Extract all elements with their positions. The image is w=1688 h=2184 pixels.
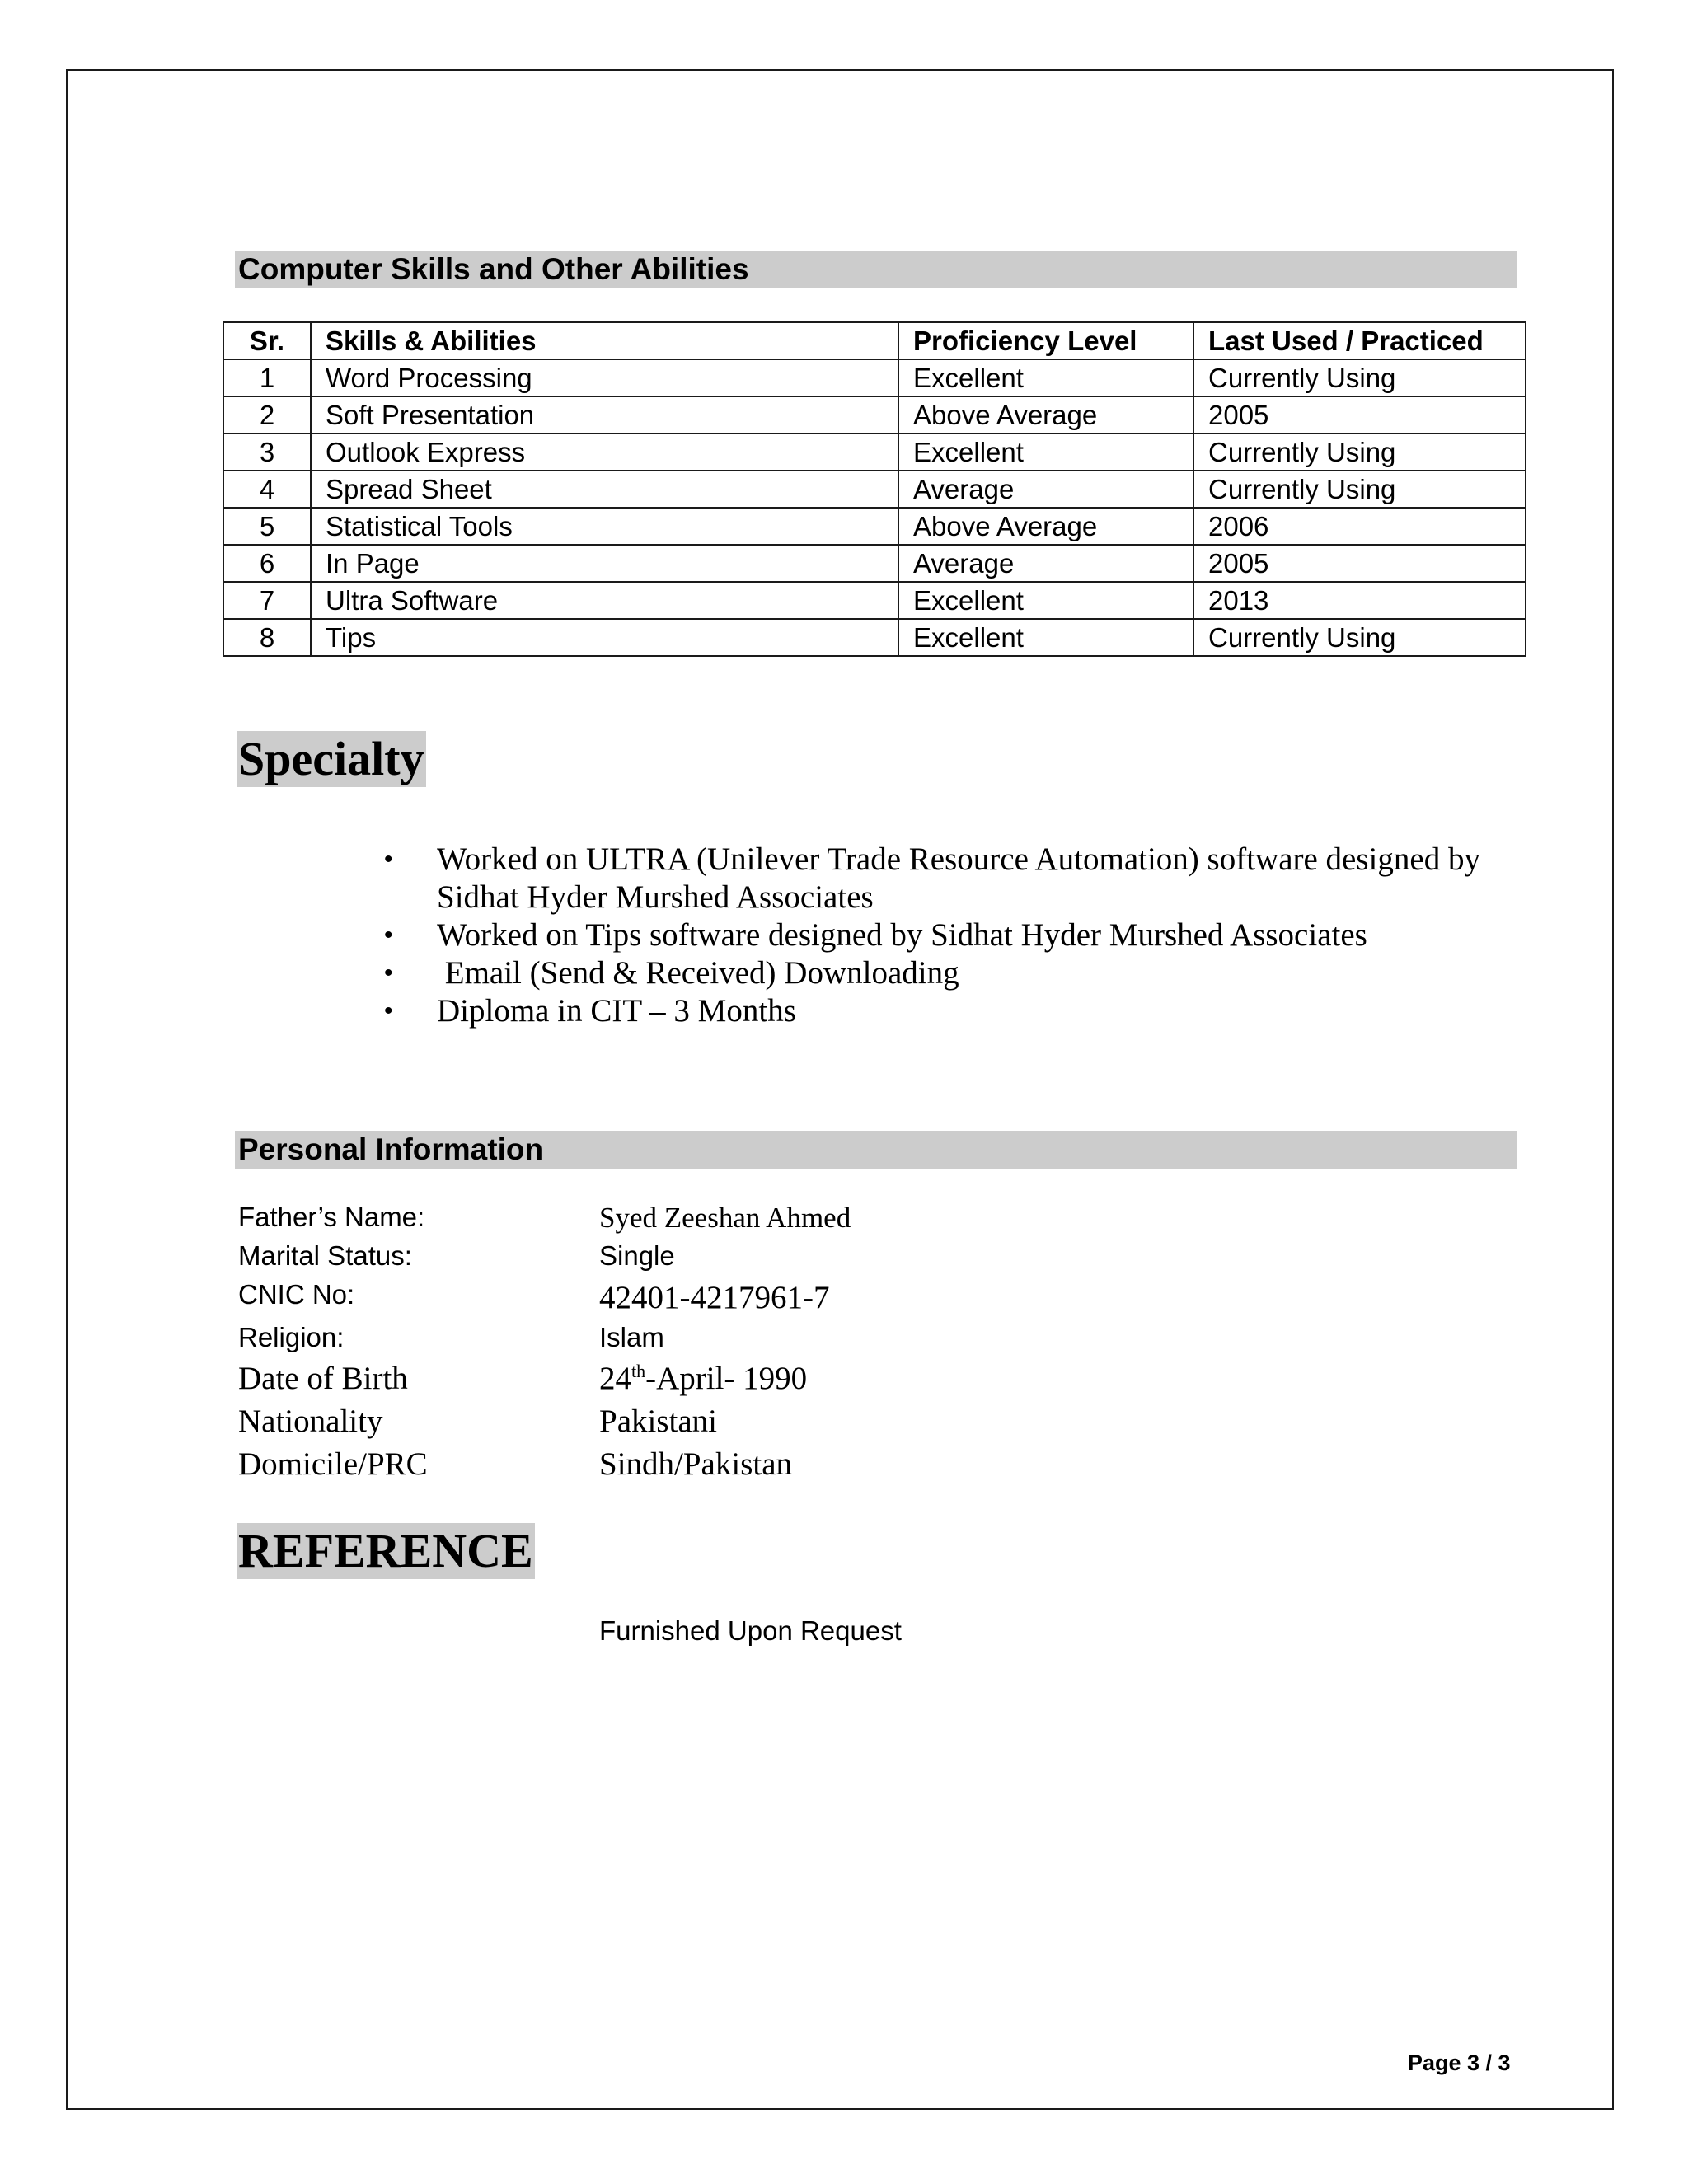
specialty-item-text: Diploma in CIT – 3 Months <box>437 993 796 1029</box>
cell-last-used: 2013 <box>1193 582 1526 619</box>
dob-suffix: th <box>631 1361 646 1381</box>
cell-sr: 5 <box>223 508 311 545</box>
cell-sr: 4 <box>223 471 311 508</box>
cell-skill: Soft Presentation <box>311 396 898 434</box>
computer-skills-heading-bar <box>235 251 1517 288</box>
cell-skill: Word Processing <box>311 359 898 396</box>
fathers-name-label: Father’s Name: <box>238 1202 425 1232</box>
cell-sr: 3 <box>223 434 311 471</box>
religion-label: Religion: <box>238 1322 345 1352</box>
reference-text: Furnished Upon Request <box>599 1615 902 1646</box>
table-row <box>223 359 1526 396</box>
cell-proficiency: Above Average <box>898 508 1193 545</box>
header-skills: Skills & Abilities <box>311 322 898 359</box>
dob-day: 24 <box>599 1361 631 1396</box>
specialty-item-text: Email (Send & Received) Downloading <box>437 955 959 991</box>
cell-skill: Spread Sheet <box>311 471 898 508</box>
cell-last-used: Currently Using <box>1193 619 1526 656</box>
cell-proficiency: Excellent <box>898 619 1193 656</box>
list-item <box>379 916 1533 954</box>
bullet-icon: • <box>384 846 393 873</box>
cell-proficiency: Average <box>898 545 1193 582</box>
cell-sr: 7 <box>223 582 311 619</box>
cell-sr: 8 <box>223 619 311 656</box>
marital-status-value: Single <box>599 1240 675 1271</box>
table-row <box>223 434 1526 471</box>
specialty-item-text: Worked on ULTRA (Unilever Trade Resource Automation) software designed by Sidhat Hyder Murshed Associates <box>437 841 1480 915</box>
cell-skill: Ultra Software <box>311 582 898 619</box>
specialty-item-text: Worked on Tips software designed by Sidhat Hyder Murshed Associates <box>437 917 1367 953</box>
bullet-icon: • <box>384 959 393 987</box>
dob-value <box>599 1360 807 1397</box>
bullet-icon: • <box>384 997 393 1024</box>
marital-status-label: Marital Status: <box>238 1240 412 1271</box>
domicile-label: Domicile/PRC <box>238 1446 428 1482</box>
cell-skill: Statistical Tools <box>311 508 898 545</box>
computer-skills-heading: Computer Skills and Other Abilities <box>238 252 749 286</box>
dob-label: Date of Birth <box>238 1361 408 1396</box>
specialty-heading: Specialty <box>238 732 424 785</box>
nationality-label: Nationality <box>238 1404 383 1439</box>
cell-sr: 1 <box>223 359 311 396</box>
list-item <box>379 992 1533 1030</box>
reference-heading: REFERENCE <box>238 1524 533 1577</box>
skills-table-header <box>223 322 1526 359</box>
cell-sr: 2 <box>223 396 311 434</box>
cell-last-used: 2005 <box>1193 396 1526 434</box>
cnic-value: 42401-4217961-7 <box>599 1280 830 1315</box>
cell-proficiency: Above Average <box>898 396 1193 434</box>
table-row <box>223 619 1526 656</box>
nationality-value: Pakistani <box>599 1404 717 1439</box>
cell-last-used: Currently Using <box>1193 359 1526 396</box>
header-proficiency: Proficiency Level <box>898 322 1193 359</box>
cell-last-used: 2006 <box>1193 508 1526 545</box>
header-sr: Sr. <box>223 322 311 359</box>
bullet-icon: • <box>384 921 393 949</box>
cell-proficiency: Excellent <box>898 582 1193 619</box>
personal-info-heading-bar <box>235 1131 1517 1169</box>
cell-sr: 6 <box>223 545 311 582</box>
cell-proficiency: Excellent <box>898 434 1193 471</box>
table-row <box>223 508 1526 545</box>
specialty-list <box>379 841 1533 1030</box>
domicile-value: Sindh/Pakistan <box>599 1446 793 1482</box>
skills-table <box>223 321 1526 657</box>
cnic-label: CNIC No: <box>238 1279 355 1310</box>
table-row <box>223 471 1526 508</box>
header-last-used: Last Used / Practiced <box>1193 322 1526 359</box>
cell-skill: Outlook Express <box>311 434 898 471</box>
table-row <box>223 545 1526 582</box>
dob-rest: -April- 1990 <box>645 1361 808 1396</box>
list-item <box>379 841 1533 916</box>
table-row <box>223 396 1526 434</box>
cell-proficiency: Average <box>898 471 1193 508</box>
cell-last-used: Currently Using <box>1193 434 1526 471</box>
personal-info-heading: Personal Information <box>238 1132 544 1166</box>
cell-last-used: Currently Using <box>1193 471 1526 508</box>
fathers-name-value: Syed Zeeshan Ahmed <box>599 1202 851 1234</box>
religion-value: Islam <box>599 1322 664 1352</box>
cell-proficiency: Excellent <box>898 359 1193 396</box>
cell-skill: Tips <box>311 619 898 656</box>
table-row <box>223 582 1526 619</box>
list-item <box>379 954 1533 992</box>
cell-last-used: 2005 <box>1193 545 1526 582</box>
page-number: Page 3 / 3 <box>1408 2050 1511 2075</box>
cell-skill: In Page <box>311 545 898 582</box>
